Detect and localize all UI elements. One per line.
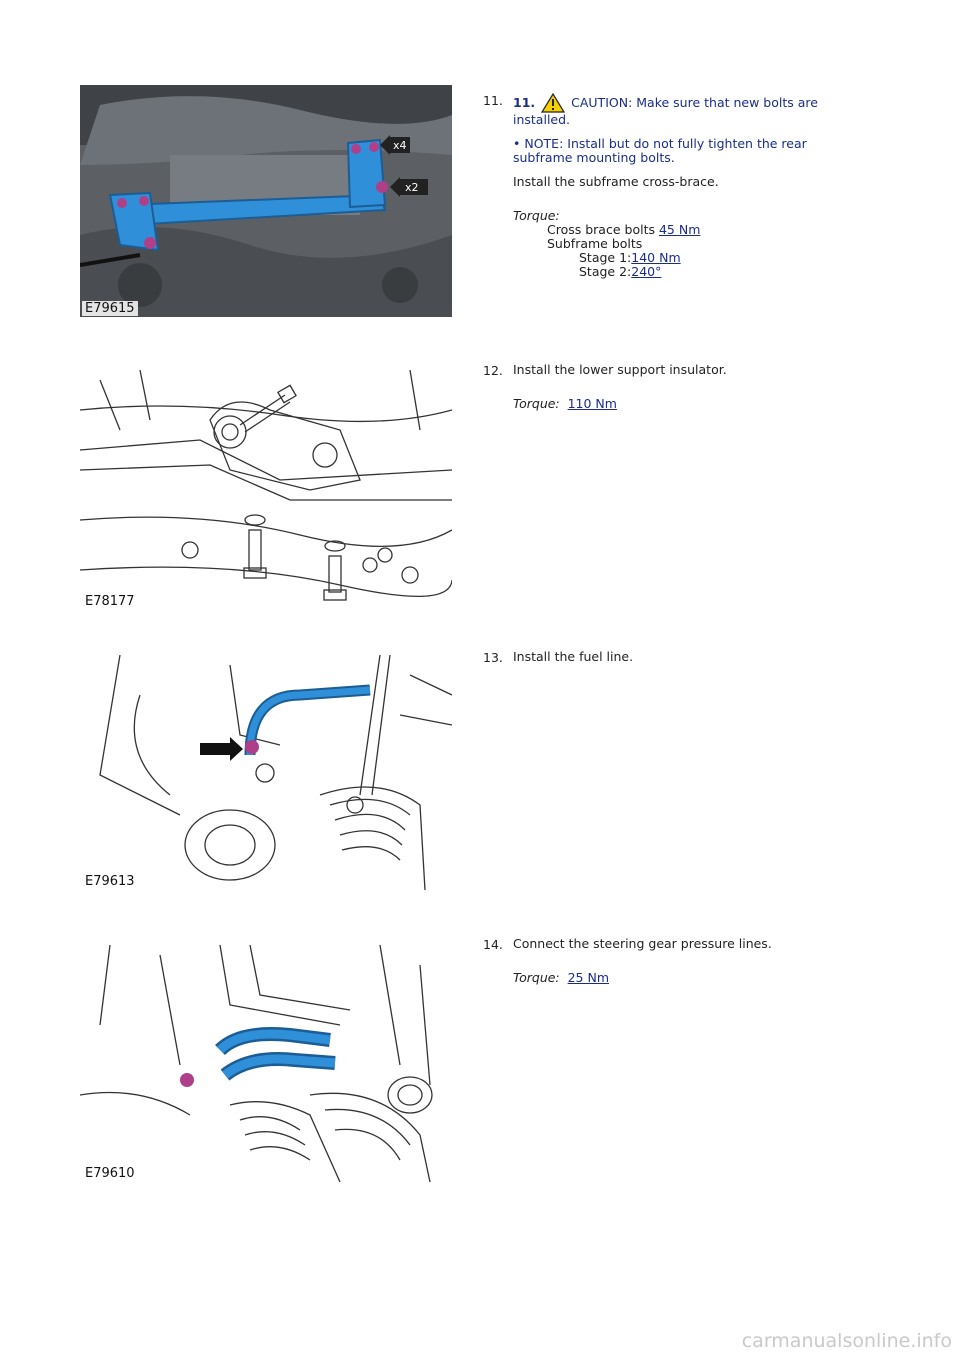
step-11 bbox=[513, 93, 843, 279]
steering-pressure-lines-illustration bbox=[80, 945, 452, 1182]
instruction-text: Install the subframe cross-brace. bbox=[513, 174, 719, 189]
warning-triangle-icon bbox=[541, 93, 565, 113]
torque-item-value[interactable]: 140 Nm bbox=[631, 250, 681, 265]
torque-line bbox=[513, 971, 843, 985]
figure-code: E78177 bbox=[82, 594, 138, 609]
figure-code: E79610 bbox=[82, 1166, 138, 1181]
torque-value[interactable]: 25 Nm bbox=[567, 970, 609, 985]
figure-e78177 bbox=[80, 370, 452, 610]
instruction-text: Connect the steering gear pressure lines. bbox=[513, 936, 772, 951]
footer-watermark: carmanualsonline.info bbox=[741, 1330, 952, 1352]
figure-e79615 bbox=[80, 85, 452, 317]
step-13 bbox=[513, 650, 843, 664]
torque-label: Torque: bbox=[513, 970, 560, 985]
torque-item-stage-1 bbox=[513, 251, 843, 265]
fuel-line-illustration bbox=[80, 655, 452, 890]
svg-text:x4: x4 bbox=[393, 139, 407, 152]
figure-e79613 bbox=[80, 655, 452, 890]
torque-line bbox=[513, 397, 843, 411]
svg-text:x2: x2 bbox=[405, 181, 419, 194]
note-text: • NOTE: Install but do not fully tighten the rear subframe mounting bolts. bbox=[513, 136, 807, 165]
step-number-11: 11. bbox=[483, 93, 503, 108]
caution-text: CAUTION: Make sure that new bolts are installed. bbox=[513, 95, 818, 127]
torque-label: Torque: bbox=[513, 208, 560, 223]
step-number-14: 14. bbox=[483, 937, 503, 952]
torque-item-label: Cross brace bolts bbox=[547, 222, 655, 237]
figure-code: E79615 bbox=[82, 301, 138, 316]
torque-item-value[interactable]: 240° bbox=[631, 264, 662, 279]
torque-item-label: Stage 2: bbox=[579, 264, 632, 279]
subframe-cross-brace-illustration bbox=[80, 85, 452, 317]
torque-item-stage-2 bbox=[513, 265, 843, 279]
figure-e79610 bbox=[80, 945, 452, 1182]
figure-code: E79613 bbox=[82, 874, 138, 889]
torque-item-cross-brace bbox=[513, 223, 843, 237]
step-number-13: 13. bbox=[483, 650, 503, 665]
step-12 bbox=[513, 363, 843, 411]
torque-item-value[interactable]: 45 Nm bbox=[658, 222, 701, 237]
caution-line bbox=[513, 93, 843, 127]
instruction-text: Install the lower support insulator. bbox=[513, 362, 727, 377]
step-number-12: 12. bbox=[483, 363, 503, 378]
torque-item-label: Stage 1: bbox=[579, 250, 632, 265]
instruction-text: Install the fuel line. bbox=[513, 649, 634, 664]
torque-label: Torque: bbox=[513, 396, 560, 411]
torque-item-subframe: Subframe bolts bbox=[547, 236, 643, 251]
lower-support-insulator-illustration bbox=[80, 370, 452, 610]
torque-value[interactable]: 110 Nm bbox=[567, 396, 617, 411]
step-bold-number: 11. bbox=[513, 95, 536, 110]
arrow-icon bbox=[200, 737, 243, 761]
step-14 bbox=[513, 937, 843, 985]
